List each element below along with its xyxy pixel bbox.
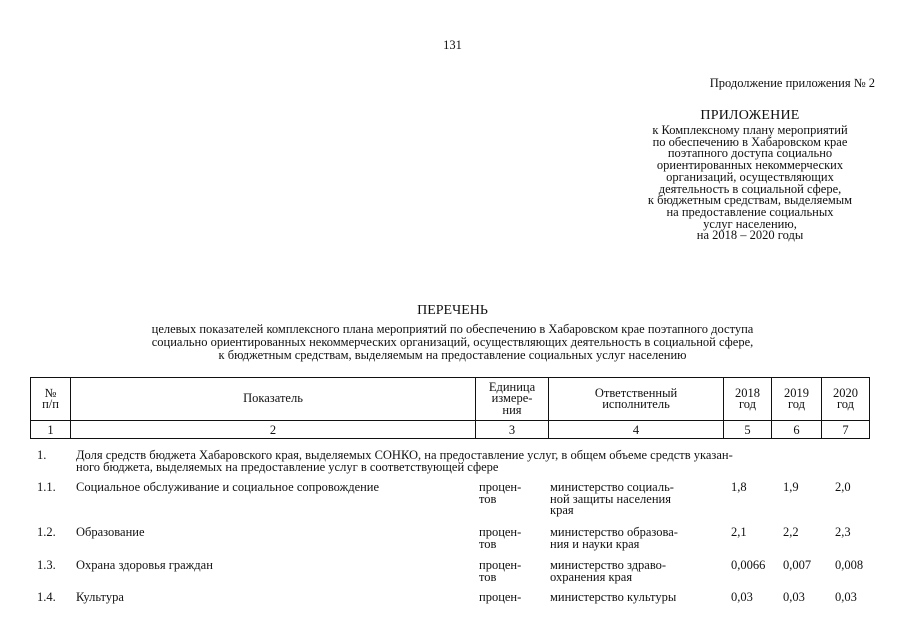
header-2018: 2018 год (724, 378, 772, 421)
appendix-line: поэтапного доступа социально (667, 146, 833, 161)
header-unit: Единица измере- ния (476, 378, 549, 421)
row-indicator: Социальное обслуживание и социальное сопровождение (76, 480, 380, 494)
appendix-line: к бюджетным средствам, выделяемым (647, 193, 853, 208)
column-number: 6 (772, 421, 822, 439)
row-executor: министерство образова- ния и науки края (550, 525, 678, 551)
row-executor: министерство культуры (550, 590, 677, 604)
row-number: 1.3. (37, 558, 56, 572)
column-number: 2 (71, 421, 476, 439)
row-unit: процен- тов (479, 480, 522, 506)
row-value-2020: 2,0 (835, 480, 851, 494)
appendix-line: деятельность в социальной сфере, (658, 181, 842, 196)
appendix-description (612, 125, 888, 242)
row-value-2019: 0,007 (783, 558, 812, 572)
row-value-2020: 0,008 (835, 558, 864, 572)
table-header-row (31, 378, 870, 421)
subtitle-line: целевых показателей комплексного плана мероприятий по обеспечению в Хабаровском крае поэтапного доступа (151, 322, 754, 336)
header-num: № п/п (31, 378, 71, 421)
header-2019: 2019 год (772, 378, 822, 421)
section-text (76, 450, 886, 473)
row-indicator: Образование (76, 525, 145, 539)
row-executor: министерство здраво- охранения края (550, 558, 667, 584)
row-indicator: Культура (76, 590, 124, 604)
subtitle-line: социально ориентированных некоммерческих организаций, осуществляющих деятельность в социальной сфере, (151, 335, 754, 349)
row-value-2018: 2,1 (731, 525, 747, 539)
section-line: Доля средств бюджета Хабаровского края, выделяемых СОНКО, на предоставление услуг, в общем объеме средств указан- (76, 448, 733, 462)
row-value-2019: 2,2 (783, 525, 799, 539)
appendix-line: на 2018 – 2020 годы (696, 228, 804, 243)
subtitle-line: к бюджетным средствам, выделяемым на предоставление социальных услуг населению (218, 348, 687, 362)
appendix-title: ПРИЛОЖЕНИЕ (700, 108, 800, 123)
page-number: 131 (443, 38, 462, 52)
indicators-table (30, 377, 870, 439)
row-value-2019: 1,9 (783, 480, 799, 494)
row-value-2018: 1,8 (731, 480, 747, 494)
row-value-2020: 2,3 (835, 525, 851, 539)
header-executor: Ответственный исполнитель (549, 378, 724, 421)
column-number: 1 (31, 421, 71, 439)
row-number: 1.2. (37, 525, 56, 539)
appendix-continuation-note: Продолжение приложения № 2 (709, 76, 875, 90)
list-subtitle (40, 323, 865, 362)
column-number: 5 (724, 421, 772, 439)
row-executor: министерство социаль- ной защиты населения края (550, 480, 674, 517)
appendix-line: на предоставление социальных (666, 204, 834, 219)
row-indicator: Охрана здоровья граждан (76, 558, 213, 572)
column-number: 7 (822, 421, 870, 439)
appendix-line: к Комплексному плану мероприятий (652, 123, 848, 137)
column-number-row (31, 421, 870, 439)
column-number: 3 (476, 421, 549, 439)
appendix-line: по обеспечению в Хабаровском крае (652, 134, 848, 149)
row-value-2018: 0,0066 (731, 558, 766, 572)
list-title: ПЕРЕЧЕНЬ (417, 303, 488, 318)
column-number: 4 (549, 421, 724, 439)
row-number: 1.1. (37, 480, 56, 494)
header-indicator: Показатель (71, 378, 476, 421)
row-unit: процен- тов (479, 558, 522, 584)
appendix-line: ориентированных некоммерческих (656, 158, 844, 173)
row-value-2019: 0,03 (783, 590, 805, 604)
row-number: 1. (37, 448, 47, 462)
appendix-line: услуг населению, (703, 216, 797, 231)
header-2020: 2020 год (822, 378, 870, 421)
row-unit: процен- (479, 590, 522, 604)
row-value-2018: 0,03 (731, 590, 753, 604)
row-number: 1.4. (37, 590, 56, 604)
row-value-2020: 0,03 (835, 590, 857, 604)
appendix-line: организаций, осуществляющих (666, 169, 834, 184)
section-line: ного бюджета, выделяемых на предоставление услуг в соответствующей сфере (76, 459, 499, 474)
row-unit: процен- тов (479, 525, 522, 551)
